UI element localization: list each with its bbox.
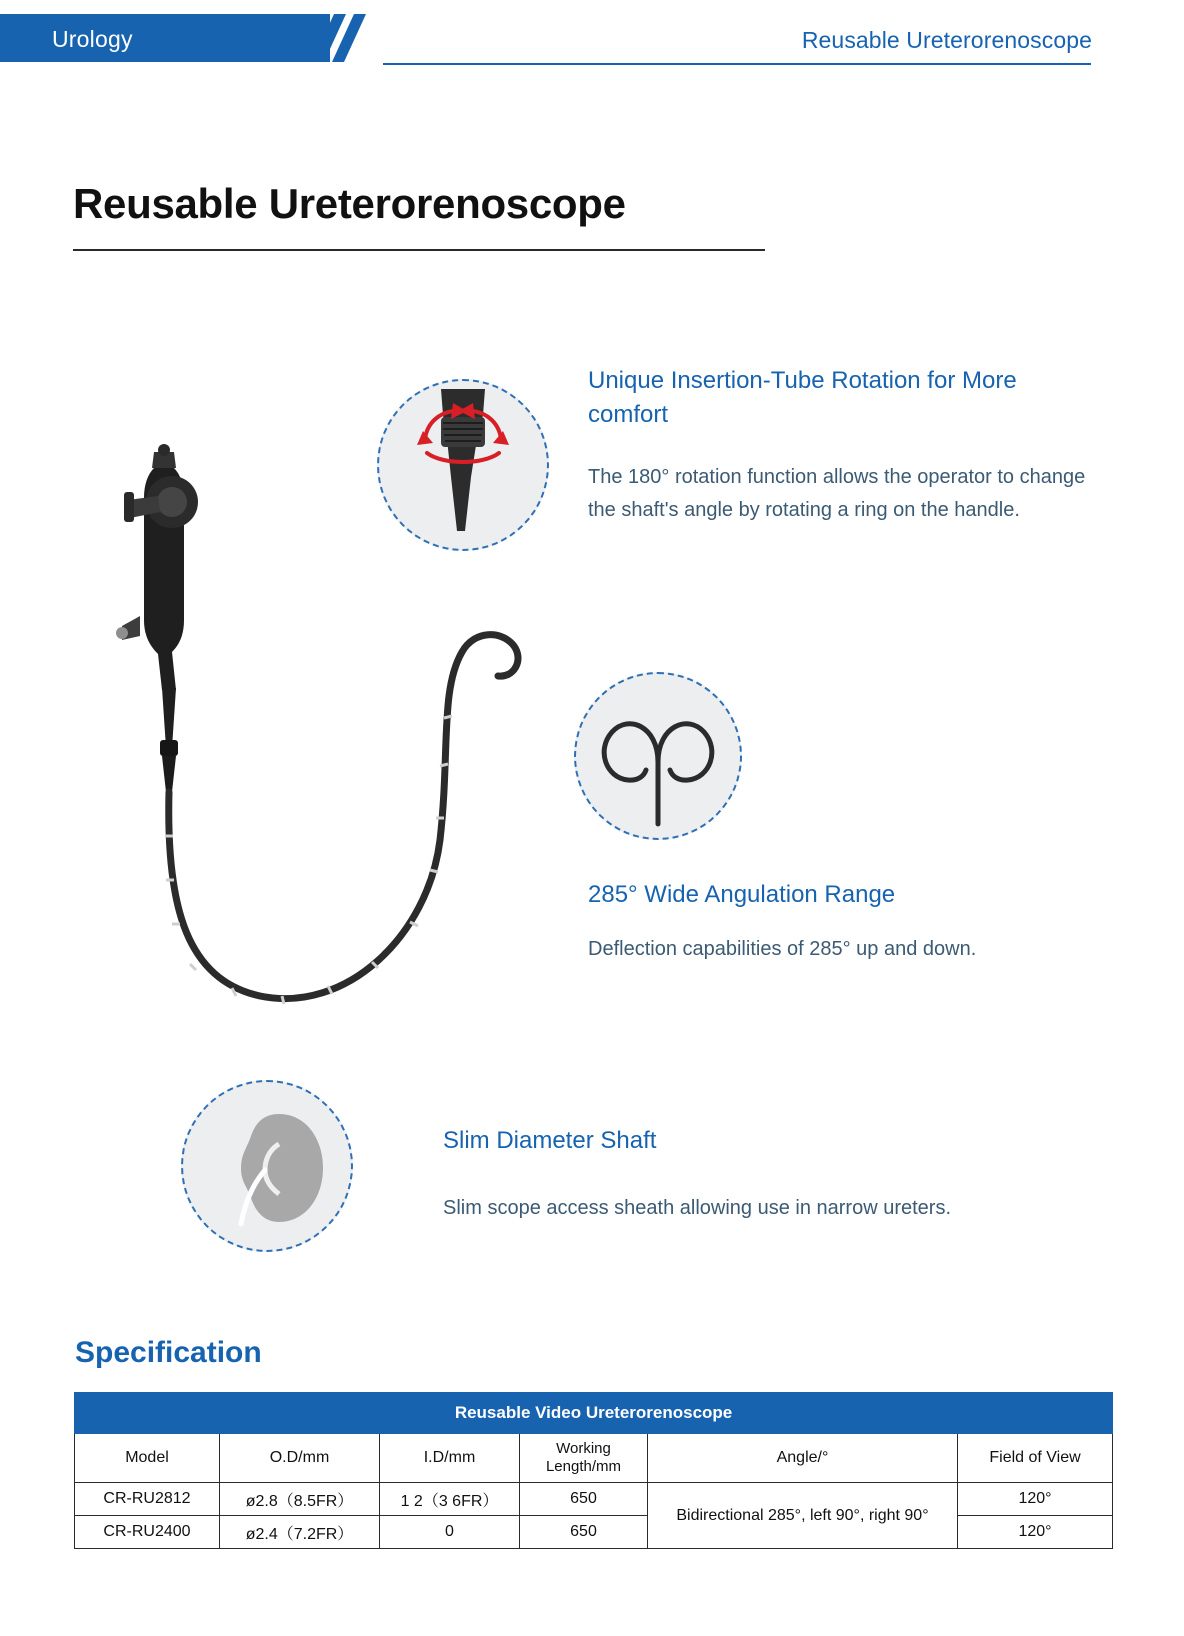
cell-model: CR-RU2400 [75, 1516, 220, 1549]
feature-angulation-body: Deflection capabilities of 285° up and down. [588, 938, 977, 960]
feature-rotation-body: The 180° rotation function allows the operator to change the shaft's angle by rotating a ring on the handle. [588, 466, 1086, 521]
column-header-angle: Angle/° [648, 1434, 958, 1483]
feature-slim-shaft-body: Slim scope access sheath allowing use in narrow ureters. [443, 1197, 952, 1219]
column-header-id: I.D/mm [380, 1434, 520, 1483]
header-product-title: Reusable Ureterorenoscope [801, 27, 1092, 53]
angulation-range-icon [574, 672, 742, 840]
cell-angle-merged: Bidirectional 285°, left 90°, right 90° [648, 1483, 958, 1549]
cell-id: 1 2（3 6FR） [380, 1483, 520, 1516]
header-slash-decoration [272, 14, 368, 62]
cell-id: 0 [380, 1516, 520, 1549]
cell-od: ø2.8（8.5FR） [220, 1483, 380, 1516]
column-header-model: Model [75, 1434, 220, 1483]
cell-model: CR-RU2812 [75, 1483, 220, 1516]
column-header-field-of-view: Field of View [958, 1434, 1113, 1483]
cell-od: ø2.4（7.2FR） [220, 1516, 380, 1549]
table-row [75, 1483, 1113, 1516]
cell-field-of-view: 120° [958, 1516, 1113, 1549]
page-header [0, 0, 1184, 68]
page-title: Reusable Ureterorenoscope [73, 180, 626, 227]
feature-angulation-heading: 285° Wide Angulation Range [588, 881, 896, 908]
cell-working-length: 650 [520, 1516, 648, 1549]
header-underline [383, 63, 1091, 65]
cell-field-of-view: 120° [958, 1483, 1113, 1516]
header-category-label: Urology [52, 26, 133, 52]
specification-title: Specification [75, 1336, 262, 1369]
specification-table-banner: Reusable Video Ureterorenoscope [75, 1393, 1113, 1434]
column-header-od: O.D/mm [220, 1434, 380, 1483]
table-row [75, 1516, 1113, 1549]
cell-working-length: 650 [520, 1483, 648, 1516]
specification-table [74, 1392, 1113, 1549]
column-header-working-length [520, 1434, 648, 1483]
table-header-row [75, 1434, 1113, 1483]
ureterorenoscope-illustration [110, 440, 580, 1060]
feature-slim-shaft-heading: Slim Diameter Shaft [443, 1127, 657, 1154]
kidney-icon [181, 1080, 353, 1252]
working-length-line-2: Length/mm [545, 1458, 622, 1475]
working-length-line-1: Working [556, 1440, 611, 1457]
feature-rotation-heading: Unique Insertion-Tube Rotation for More comfort [588, 367, 1017, 428]
page-title-underline [73, 249, 765, 251]
